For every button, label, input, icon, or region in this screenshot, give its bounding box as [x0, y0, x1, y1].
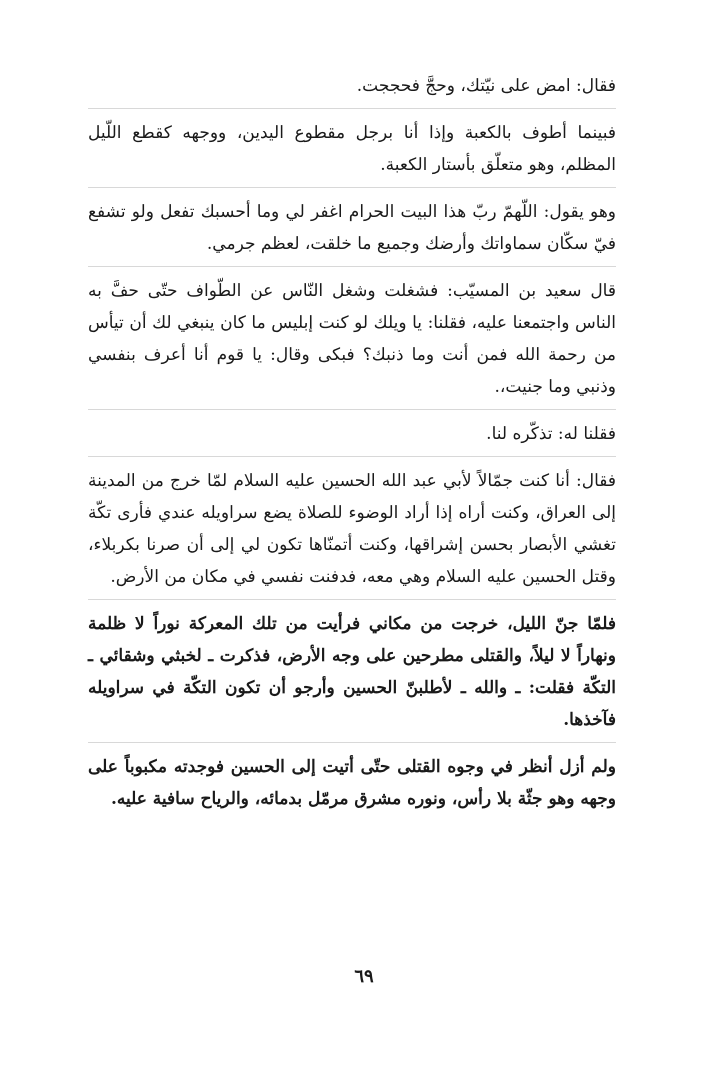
paragraph: قال سعيد بن المسيّب: فشغلت وشغل النّاس عن الطّواف حتّى حفَّ به الناس واجتمعنا عليه، فقلنا: يا ويلك لو كنت إبليس ما كان ينبغي لك أن تيأس من رحمة الله فمن أنت وما ذنبك؟ فبكى وقال: يا قوم أنا أعرف بنفسي وذنبي وما جنيت،.: [88, 275, 616, 410]
paragraph: فبينما أطوف بالكعبة وإذا أنا برجل مقطوع اليدين، ووجهه كقطع اللّيل المظلم، وهو متعلّق بأستار الكعبة.: [88, 117, 616, 188]
paragraph: فقال: أنا كنت جمّالاً لأبي عبد الله الحسين عليه السلام لمّا خرج من المدينة إلى العراق، وكنت أراه إذا أراد الوضوء للصلاة يضع سراويله عندي فأرى تكّة تغشي الأبصار بحسن إشراقها، وكنت أتمنّاها تكون لي إلى أن صرنا بكربلاء، وقتل الحسين عليه السلام وهي معه، فدفنت نفسي في مكان من الأرض.: [88, 465, 616, 600]
page-body: [88, 70, 616, 829]
paragraph: فقال: امض على نيّتك، وحجَّ فحججت.: [88, 70, 616, 109]
page-number: ٦٩: [354, 966, 374, 987]
paragraph: فقلنا له: تذكّره لنا.: [88, 418, 616, 457]
paragraph: فلمّا جنّ الليل، خرجت من مكاني فرأيت من تلك المعركة نوراً لا ظلمة ونهاراً لا ليلاً، والقتلى مطرحين على وجه الأرض، فذكرت ـ لخبثي وشقائي ـ التكّة فقلت: ـ والله ـ لأطلبنّ الحسين وأرجو أن تكون التكّة في سراويله فآخذها.: [88, 608, 616, 743]
paragraph: ولم أزل أنظر في وجوه القتلى حتّى أتيت إلى الحسين فوجدته مكبوباً على وجهه وهو جثّة بلا رأس، ونوره مشرق مرمّل بدمائه، والرياح سافية عليه.: [88, 757, 616, 809]
paragraph: وهو يقول: اللّهمّ ربّ هذا البيت الحرام اغفر لي وما أحسبك تفعل ولو تشفع فيّ سكّان سماواتك وأرضك وجميع ما خلقت، لعظم جرمي.: [88, 196, 616, 267]
